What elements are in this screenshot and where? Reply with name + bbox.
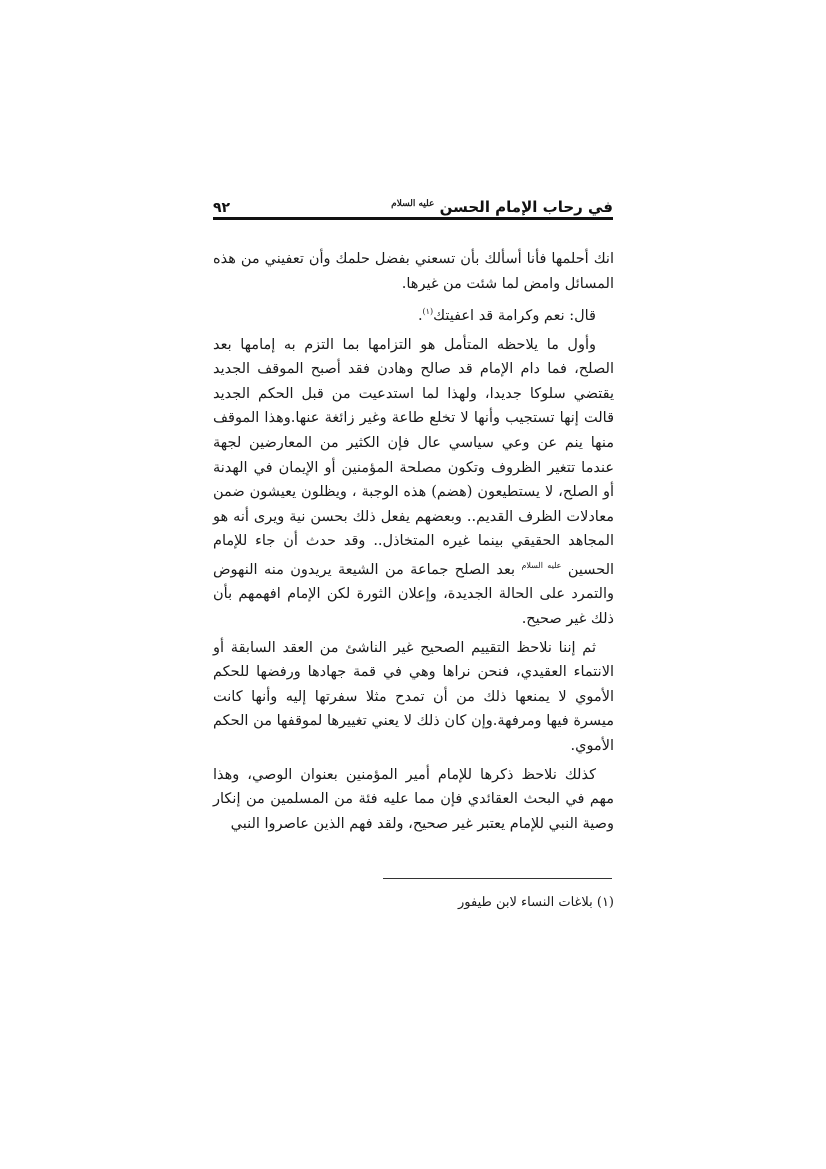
footnote-1 [213, 893, 614, 913]
paragraph-2-trailing: . [417, 308, 423, 325]
honorific-glyph: عليه السلام [521, 560, 562, 570]
honorific-glyph: عليه السلام [391, 199, 435, 209]
footnote-separator [383, 878, 612, 879]
header-rule [213, 217, 613, 220]
paragraph-4 [213, 636, 614, 759]
paragraph-2-text: قال: نعم وكرامة قد اعفيتك [433, 308, 596, 325]
running-header [213, 190, 613, 216]
footnote-marker[interactable]: (١) [422, 307, 434, 317]
paragraph-1-text: انك أحلمها فأنا أسألك بأن تسعني بفضل حلمك وأن تعفيني من هذه المسائل وامض لما شئت من غيرها. [213, 251, 614, 292]
paragraph-2 [213, 300, 614, 328]
paragraph-1 [213, 247, 614, 296]
paragraph-5 [213, 763, 614, 837]
paragraph-3-text: وأول ما يلاحظه المتأمل هو التزامها بما التزم به إمامها بعد الصلح، فما دام الإمام قد صالح وهادن فقد أصبح الموقف الجديد يقتضي سلوكا جديدا، ولهذا لما استدعيت من قبل الحكم الجديد قالت إنها تستجيب وأنها لا تخلع طاعة وغير زائغة عنها.وهذا الموقف منها ينم عن وعي سياسي عال فإن الكثير من المعارضين لجهة عندما تتغير الظروف وتكون مصلحة المؤمنين أو الإيمان في الهدنة أو الصلح، لا يستطيعون (هضم) هذه الوجبة ، ويظلون يعيشون ضمن معادلات الظرف القديم.. وبعضهم يفعل ذلك بحسن نية ويرى أنه هو المجاهد الحقيقي بينما غيره المتخاذل.. وقد حدث أن جاء للإمام الحسين [213, 336, 615, 578]
body-text [213, 247, 614, 840]
paragraph-3-text-after: بعد الصلح جماعة من الشيعة يريدون منه النهوض والتمرد على الحالة الجديدة، وإعلان الثورة لكن الإمام افهمهم بأن ذلك غير صحيح. [213, 561, 614, 627]
running-title [391, 198, 613, 216]
page-number: ٩٢ [213, 200, 231, 216]
footnotes [213, 893, 614, 913]
paragraph-4-text: ثم إننا نلاحظ التقييم الصحيح غير الناشئ من العقد السابقة أو الانتماء العقيدي، فنحن نراها وهي في قمة جهادها ورفضها للحكم الأموي لا يمنعها ذلك من أن تمدح مثلا سفرتها إليه وأنها كانت ميسرة فيها ومرفهة.وإن كان ذلك لا يعني تغييرها لموقفها من الحكم الأموي. [213, 639, 614, 754]
running-title-text: في رحاب الإمام الحسن [439, 198, 613, 216]
paragraph-5-text: كذلك نلاحظ ذكرها للإمام أمير المؤمنين بعنوان الوصي، وهذا مهم في البحث العقائدي فإن مما عليه فئة من المسلمين من إنكار وصية النبي للإمام يعتبر غير صحيح، ولقد فهم الذين عاصروا النبي [213, 766, 614, 832]
footnote-1-marker: (١) [596, 895, 614, 910]
paragraph-3 [213, 333, 614, 632]
footnote-1-text: بلاغات النساء لابن طيفور [458, 895, 593, 910]
